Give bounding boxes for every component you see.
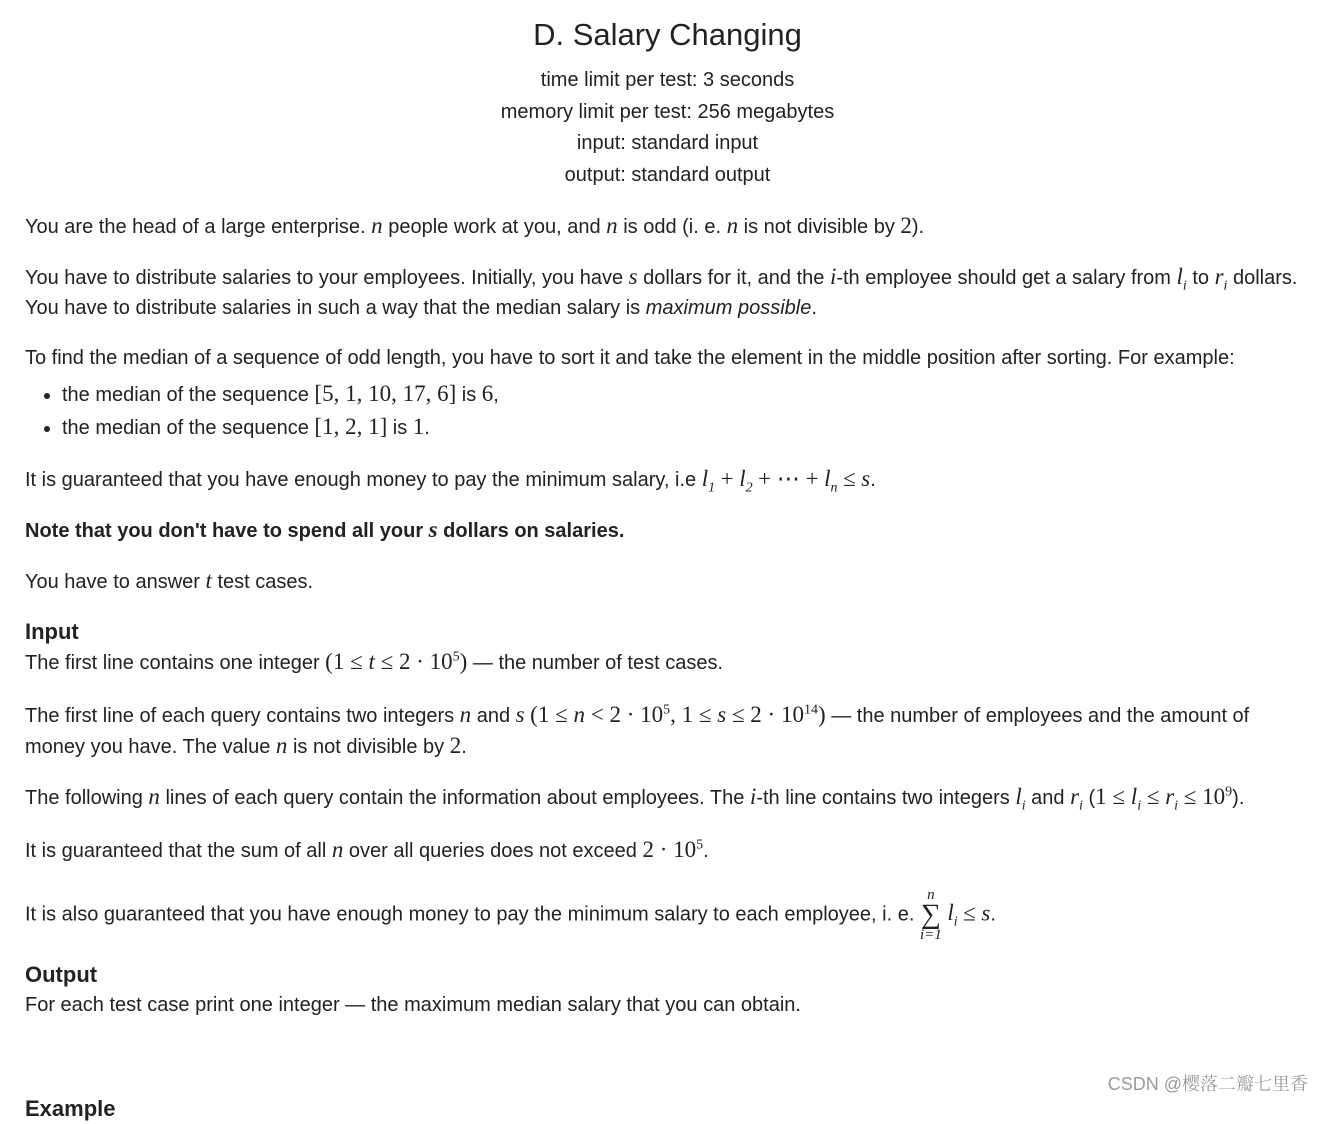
list-item: • the median of the sequence [1, 2, 1] is 1. xyxy=(62,411,1310,444)
summation-symbol: n ∑ i=1 xyxy=(919,887,942,943)
problem-header xyxy=(25,0,1310,191)
example-list xyxy=(25,378,1310,444)
list-item: • the median of the sequence [5, 1, 10, 17, 6] is 6, xyxy=(62,378,1310,411)
input-paragraph-5: It is also guaranteed that you have enough money to pay the minimum salary to each employee, i. e. n ∑ i=1 $l_i \le s$. xyxy=(25,887,996,943)
output-paragraph-1: For each test case print one integer — the maximum median salary that you can obtain. xyxy=(25,994,801,1016)
problem-statement xyxy=(25,0,1310,1020)
statement-paragraph-6: You have to answer t test cases. xyxy=(25,568,314,593)
statement-note: Note that you don't have to spend all your s dollars on salaries. xyxy=(25,517,625,542)
input-paragraph-1: The first line contains one integer $(1 \le t \le 2 \cdot 10^5)$ — the number of test cases. xyxy=(25,649,724,674)
input-title: Input xyxy=(25,619,79,644)
input-specification xyxy=(25,617,1310,942)
statement-paragraph-3: To find the median of a sequence of odd length, you have to sort it and take the element in the middle position after sorting. For example: xyxy=(25,347,1235,369)
statement-paragraph-2: You have to distribute salaries to your employees. Initially, you have s dollars for it, and the i-th employee should get a salary from $l_i$ to $r_i$ dollars. You have to distribute salaries in such a way that the median salary is maximum possible. xyxy=(25,264,1298,319)
statement-paragraph-1: You are the head of a large enterprise. n people work at you, and n is odd (i. e. n is not divisible by 2). xyxy=(25,213,925,238)
memory-limit: memory limit per test: 256 megabytes xyxy=(500,100,835,123)
output-file: output: standard output xyxy=(564,163,771,186)
input-paragraph-2: The first line of each query contains two integers n and s ($1 \le n < 2 \cdot 10^5$, $1 \le s \le 2 \cdot 10^{14}$) — the number of employees and the amount of money you have. The value n is not divisible by 2. xyxy=(25,702,1250,758)
watermark: CSDN @樱落二瓣七里香 xyxy=(1107,1074,1308,1094)
statement-paragraph-4: It is guaranteed that you have enough money to pay the minimum salary, i.e $l_1 + l_2$ + ⋯ + $l_n \le s$. xyxy=(25,466,876,496)
problem-title: D. Salary Changing xyxy=(533,17,802,52)
output-specification xyxy=(25,960,1310,1020)
output-title: Output xyxy=(25,962,98,987)
input-paragraph-3: The following n lines of each query contain the information about employees. The i-th line contains two integers $l_i$ and $r_i$ $(1 \le l_i \le r_i \le 10^9)$. xyxy=(25,784,1245,814)
input-file: input: standard input xyxy=(576,132,759,154)
example-title-partial: Example xyxy=(25,1096,116,1121)
legend-section xyxy=(25,211,1310,597)
input-paragraph-4: It is guaranteed that the sum of all n over all queries does not exceed $2 \cdot 10^5$. xyxy=(25,837,709,862)
time-limit: time limit per test: 3 seconds xyxy=(540,69,795,91)
